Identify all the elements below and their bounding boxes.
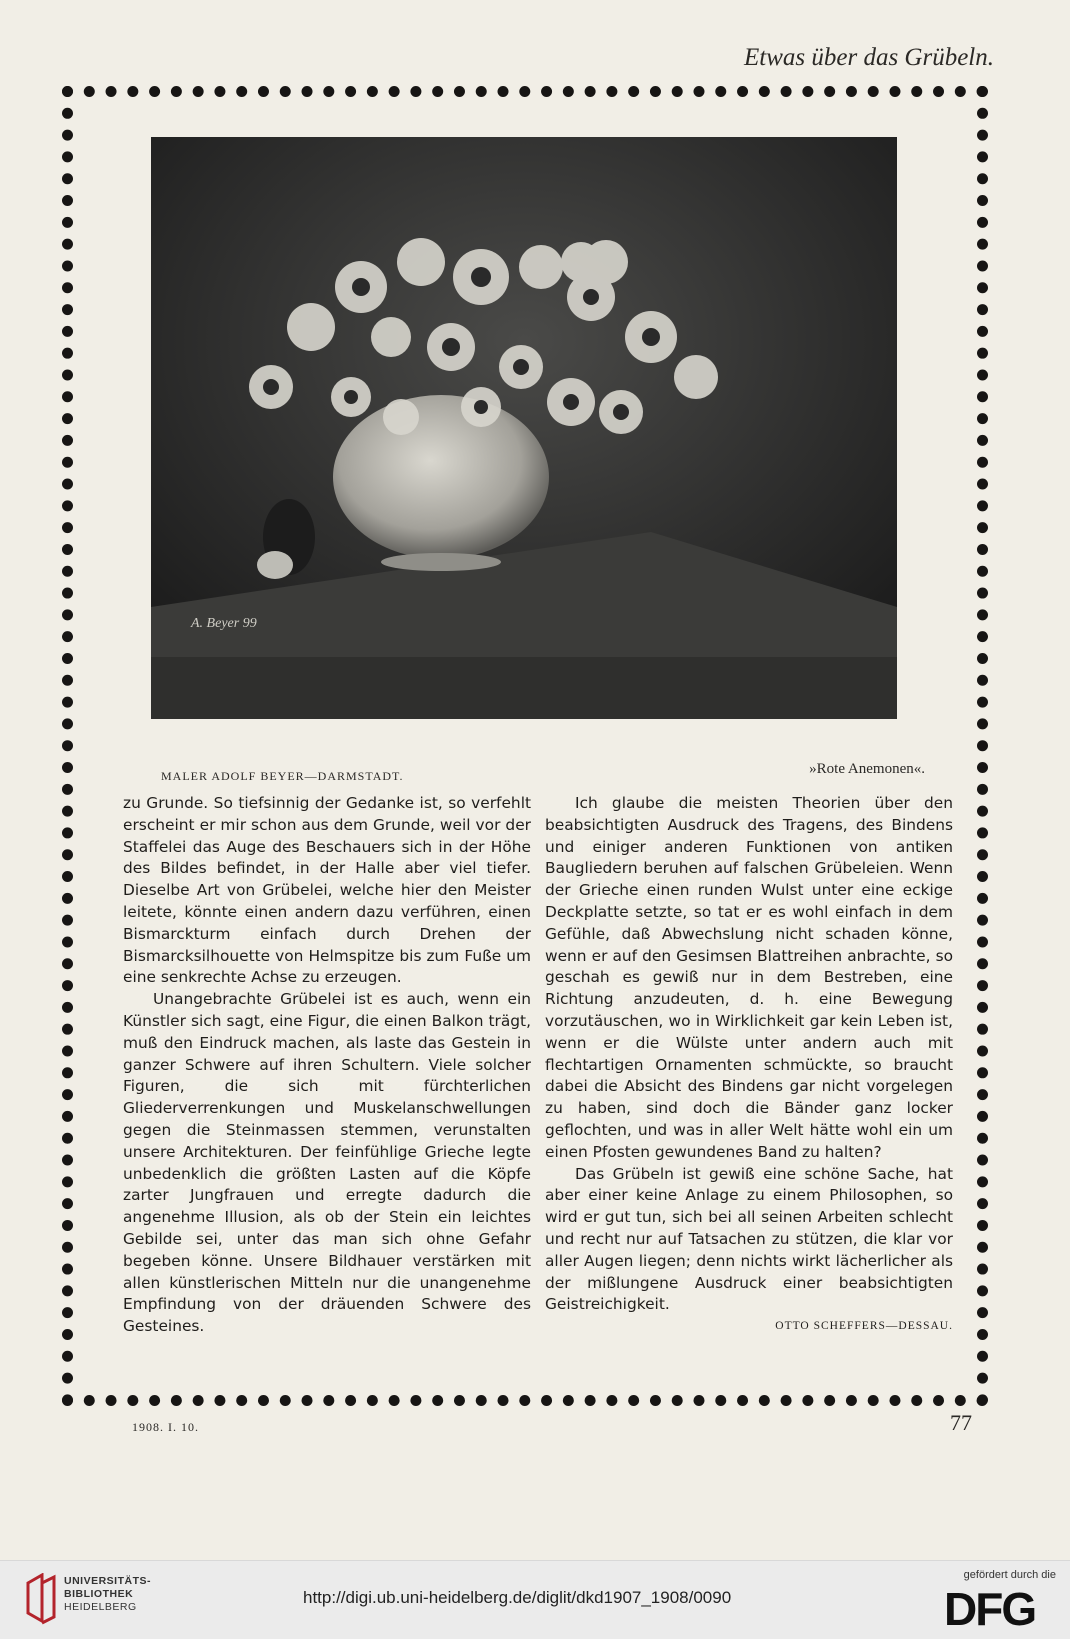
- dfg-logo-text: DFG: [944, 1585, 1036, 1629]
- painting-signature: A. Beyer 99: [191, 616, 257, 631]
- paragraph: Unangebrachte Grübelei ist es auch, wenn ein Künstler sich sagt, eine Figur, die einen Balkon trägt, muß den Eindruck machen, als laste das Gestein in ganzer Schwere auf ihren Schultern. Viele solcher Figuren, die sich mit fürchterlichen Gliederverrenkungen und Muskelanschwellungen gegen die Steinmassen stemmen, verunstalten unsere Architekturen. Der feinfühlige Grieche legte unbedenklich die größten Lasten auf die Köpfe zarter Jungfrauen und erregte dadurch die angenehme Illusion, als ob der Stein ein leichtes Gebilde sei, unter das man sich ohne Gefahr begeben könne. Unsere Bildhauer verstärken mit allen künstlerischen Mitteln nur die unangenehme Empfindung von der dräuenden Schwere des Gesteines.: [123, 990, 531, 1336]
- dfg-logo-icon: [942, 1585, 1052, 1629]
- author-signature: OTTO SCHEFFERS—DESSAU.: [775, 1320, 953, 1333]
- library-name-line: UNIVERSITÄTS-: [64, 1575, 152, 1587]
- paragraph: zu Grunde. So tiefsinnig der Gedanke ist, so verfehlt erscheint er mir schon aus dem Grunde, weil vor der Staffelei das Auge des Beschauers sich in der Höhe des Bildes befindet, in der Halle aber viel tiefer. Dieselbe Art von Grübelei, welche hier den Meister leitete, könnte einen andern dazu verführen, einen Bismarckturm einfach durch Drehen der Bismarcksilhouette von Helmspitze bis zum Fuße um eine senkrechte Achse zu erzeugen.: [123, 794, 531, 987]
- page-number: 77: [950, 1410, 972, 1435]
- ornamental-frame: [62, 86, 988, 1406]
- paragraph: Ich glaube die meisten Theorien über den beabsichtigten Ausdruck des Tragens, des Bindens und einiger anderen Funktionen von antiken Baugliedern beruhen auf falschen Grübeleien. Wenn der Grieche einen runden Wulst unter eine eckige Deckplatte setzte, so tat er es wohl einfach in dem Gefühle, daß Abwechslung nicht schaden könne, wenn er auf den Gesimsen Blattreihen anbrachte, so geschah es gewiß nur in dem Bestreben, eine Richtung anzudeuten, d. h. eine Bewegung vorzutäuschen, wo in Wirklichkeit gar kein Leben ist, wenn er die Wülste unter andern auch mit flechtartigen Ornamenten schmückte, so braucht dabei die Absicht des Bindens gar nicht vorgelegen zu haben, sind doch die Bänder ganz locker geflochten, und was in aller Welt hätte wohl ein um einen Pfosten gewundenes Band zu halten?: [545, 794, 953, 1161]
- text-column-left: [123, 793, 531, 1338]
- library-name: [64, 1575, 151, 1614]
- paragraph: Das Grübeln ist gewiß eine schöne Sache, hat aber einer keine Anlage zu einem Philosophen, so wird er gut tun, sich bei all seinen Arbeiten schlecht und recht nur auf Tatsachen zu stützen, die klar vor aller Augen liegen; denn nichts wirkt lächerlicher als der mißlungene Ausdruck einer beabsichtigten Geistreichigkeit.: [545, 1164, 953, 1314]
- funding-note: gefördert durch die: [963, 1569, 1056, 1581]
- university-library-logo-icon: [24, 1573, 58, 1625]
- digitization-banner: [0, 1560, 1070, 1639]
- painting-image: [151, 137, 897, 719]
- painting-red-anemones: [151, 137, 897, 719]
- permalink-url[interactable]: http://digi.ub.uni-heidelberg.de/diglit/dkd1907_1908/0090: [303, 1588, 732, 1607]
- library-name-line: HEIDELBERG: [64, 1601, 137, 1613]
- library-name-line: BIBLIOTHEK: [64, 1588, 134, 1600]
- caption-title: »Rote Anemonen«.: [809, 761, 925, 777]
- issue-number: 1908. I. 10.: [132, 1420, 199, 1434]
- caption-artist: MALER ADOLF BEYER—DARMSTADT.: [161, 769, 404, 783]
- running-head: Etwas über das Grübeln.: [744, 44, 994, 71]
- text-column-right: [545, 793, 953, 1338]
